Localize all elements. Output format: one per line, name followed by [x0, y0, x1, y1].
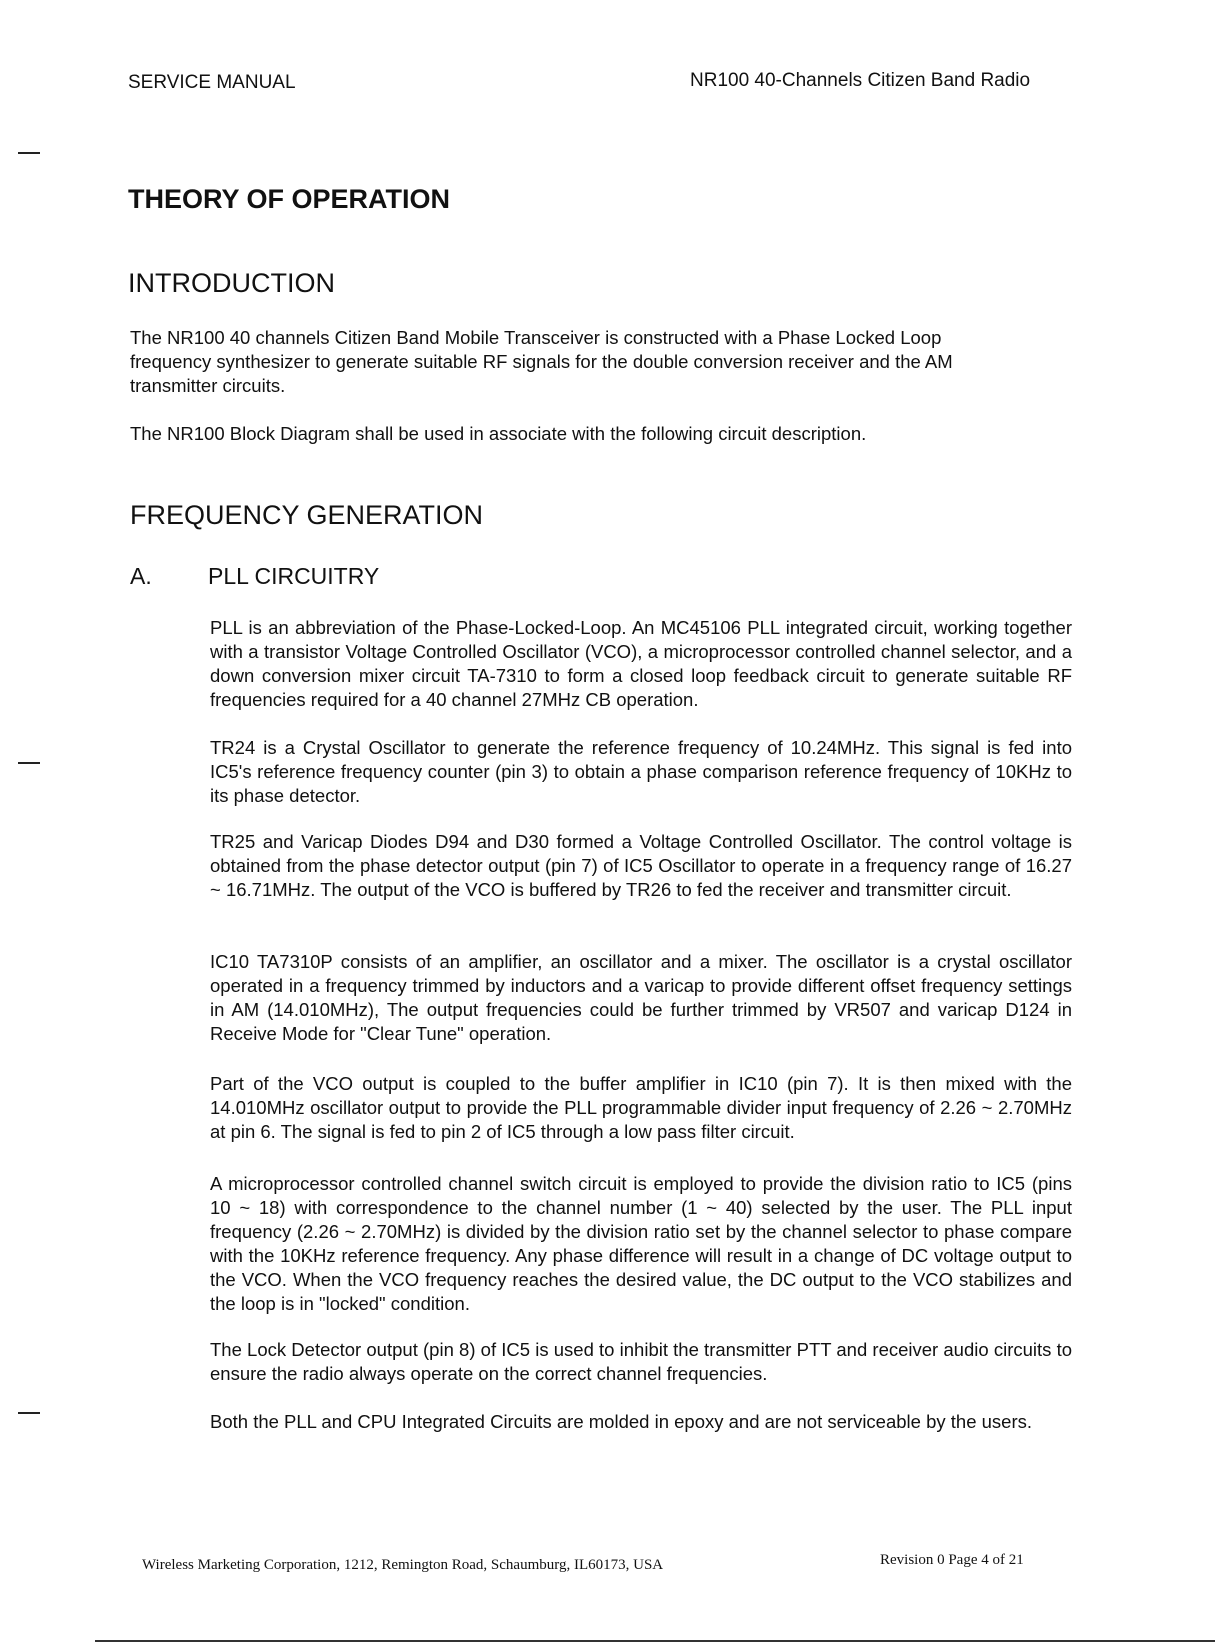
- page-title: THEORY OF OPERATION: [128, 184, 451, 214]
- introduction-paragraph: The NR100 40 channels Citizen Band Mobile Transceiver is constructed with a Phase Locked Loop frequency synthesizer to generate suitable RF signals for the double conversion receiver and the AM transmitter circuits.: [130, 327, 953, 396]
- header-right: NR100 40-Channels Citizen Band Radio: [690, 70, 1031, 91]
- pll-paragraph: Part of the VCO output is coupled to the buffer amplifier in IC10 (pin 7). It is then mixed with the 14.010MHz oscillator output to provide the PLL programmable divider input frequency of 2.26 ~ 2.70MHz at pin 6. The signal is fed to pin 2 of IC5 through a low pass filter circuit.: [210, 1073, 1072, 1142]
- pll-paragraph: PLL is an abbreviation of the Phase-Locked-Loop. An MC45106 PLL integrated circuit, working together with a transistor Voltage Controlled Oscillator (VCO), a microprocessor controlled channel selector, and a down conversion mixer circuit TA-7310 to form a closed loop feedback circuit to generate suitable RF frequencies required for a 40 channel 27MHz CB operation.: [210, 617, 1072, 710]
- pll-paragraph: TR25 and Varicap Diodes D94 and D30 formed a Voltage Controlled Oscillator. The control voltage is obtained from the phase detector output (pin 7) of IC5 Oscillator to operate in a frequency range of 16.27 ~ 16.71MHz. The output of the VCO is buffered by TR26 to fed the receiver and transmitter circuit.: [210, 831, 1072, 900]
- introduction-heading: INTRODUCTION: [128, 268, 335, 298]
- scan-margin-mark: [18, 152, 40, 154]
- header-left: SERVICE MANUAL: [128, 72, 296, 93]
- pll-paragraph: A microprocessor controlled channel switch circuit is employed to provide the division ratio to IC5 (pins 10 ~ 18) with correspondence to the channel number (1 ~ 40) selected by the user. The PLL input frequency (2.26 ~ 2.70MHz) is divided by the division ratio set by the channel selector to phase compare with the 10KHz reference frequency. Any phase difference will result in a change of DC voltage output to the VCO. When the VCO frequency reaches the desired value, the DC output to the VCO stabilizes and the loop is in "locked" condition.: [210, 1173, 1072, 1314]
- frequency-generation-heading: FREQUENCY GENERATION: [130, 500, 484, 530]
- bottom-rule: [95, 1640, 1215, 1642]
- scan-margin-mark: [18, 762, 40, 764]
- pll-paragraph: IC10 TA7310P consists of an amplifier, an oscillator and a mixer. The oscillator is a crystal oscillator operated in a frequency trimmed by inductors and a varicap to provide different offset frequency settings in AM (14.010MHz), The output frequencies could be further trimmed by VR507 and varicap D124 in Receive Mode for "Clear Tune" operation.: [210, 951, 1072, 1044]
- subsection-letter: A.: [130, 563, 152, 589]
- pll-paragraph: TR24 is a Crystal Oscillator to generate the reference frequency of 10.24MHz. This signal is fed into IC5's reference frequency counter (pin 3) to obtain a phase comparison reference frequency of 10KHz to its phase detector.: [210, 737, 1072, 806]
- subsection-title: PLL CIRCUITRY: [208, 563, 380, 589]
- footer-address: Wireless Marketing Corporation, 1212, Remington Road, Schaumburg, IL60173, USA: [142, 1557, 664, 1573]
- footer-page-number: Revision 0 Page 4 of 21: [880, 1552, 1024, 1568]
- introduction-paragraph: The NR100 Block Diagram shall be used in associate with the following circuit description.: [130, 423, 867, 444]
- scan-margin-mark: [18, 1412, 40, 1414]
- pll-paragraph: The Lock Detector output (pin 8) of IC5 is used to inhibit the transmitter PTT and receiver audio circuits to ensure the radio always operate on the correct channel frequencies.: [210, 1339, 1072, 1384]
- pll-paragraph: Both the PLL and CPU Integrated Circuits are molded in epoxy and are not serviceable by the users.: [210, 1411, 1033, 1432]
